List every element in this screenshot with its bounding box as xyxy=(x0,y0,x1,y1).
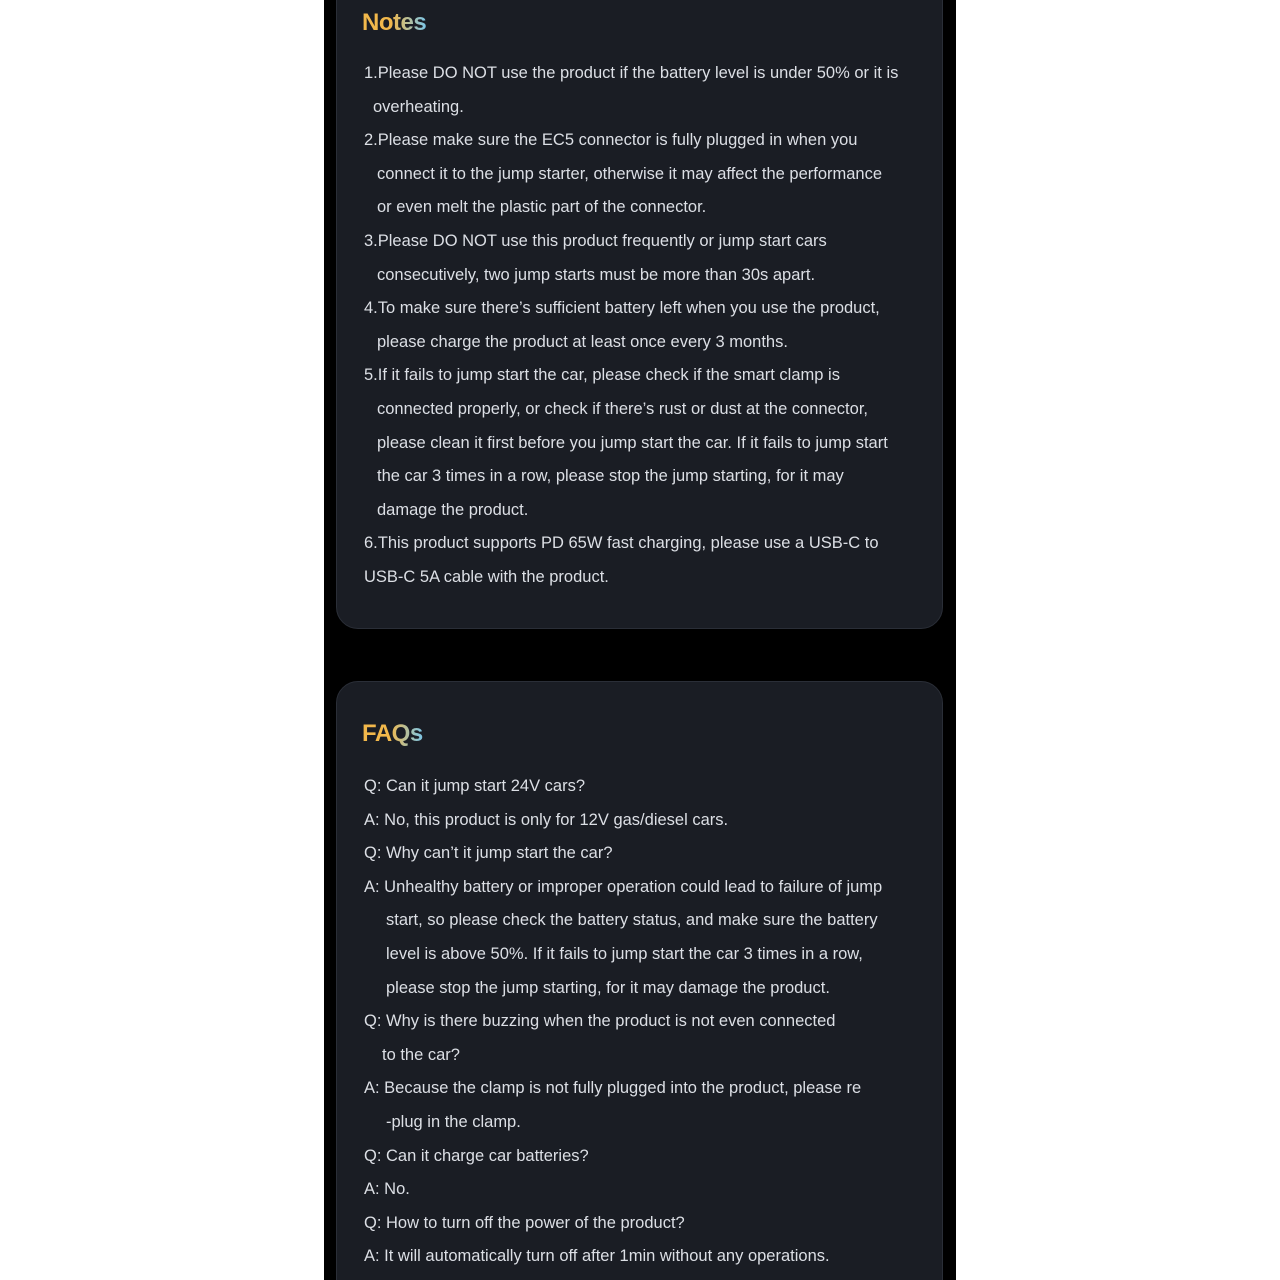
faq-line: -plug in the clamp. xyxy=(386,1112,521,1131)
notes-card xyxy=(336,0,943,629)
notes-title: Notes xyxy=(362,9,427,36)
notes-line: damage the product. xyxy=(377,500,529,519)
faqs-list xyxy=(364,770,934,1274)
faq-line: level is above 50%. If it fails to jump start the car 3 times in a row, xyxy=(386,944,863,963)
faq-line: Q: Why is there buzzing when the product is not even connected xyxy=(364,1012,836,1031)
notes-line: overheating. xyxy=(373,97,464,116)
faq-line: A: Unhealthy battery or improper operation could lead to failure of jump xyxy=(364,877,883,896)
faqs-card xyxy=(336,681,943,1280)
faq-line: Q: Can it jump start 24V cars? xyxy=(364,777,586,795)
faqs-title: FAQs xyxy=(362,720,423,747)
notes-line: connect it to the jump starter, otherwise it may affect the performance xyxy=(377,164,883,183)
faq-line: start, so please check the battery status, and make sure the battery xyxy=(386,911,878,930)
phone-screen xyxy=(324,0,956,1280)
faq-line: A: Because the clamp is not fully plugged into the product, please re xyxy=(364,1079,862,1098)
notes-line: the car 3 times in a row, please stop the jump starting, for it may xyxy=(377,467,844,486)
notes-line: 4.To make sure there’s sufficient battery left when you use the product, xyxy=(364,299,880,318)
notes-line: 2.Please make sure the EC5 connector is fully plugged in when you xyxy=(364,131,858,150)
faq-line: Q: Can it charge car batteries? xyxy=(364,1146,589,1165)
notes-line: 3.Please DO NOT use this product frequently or jump start cars xyxy=(364,231,827,250)
faq-line: A: It will automatically turn off after 1min without any operations. xyxy=(364,1247,830,1266)
notes-line: 1.Please DO NOT use the product if the battery level is under 50% or it is xyxy=(364,64,899,82)
notes-line: connected properly, or check if there’s rust or dust at the connector, xyxy=(377,399,868,418)
notes-line: USB-C 5A cable with the product. xyxy=(364,567,609,586)
faq-line: A: No, this product is only for 12V gas/diesel cars. xyxy=(364,810,729,829)
notes-line: please clean it first before you jump start the car. If it fails to jump start xyxy=(377,433,888,452)
notes-line: please charge the product at least once every 3 months. xyxy=(377,332,788,351)
notes-line: 6.This product supports PD 65W fast charging, please use a USB-C to xyxy=(364,534,879,553)
notes-list xyxy=(364,57,934,595)
notes-line: consecutively, two jump starts must be more than 30s apart. xyxy=(377,265,816,284)
faq-line: to the car? xyxy=(382,1045,460,1064)
faq-line: Q: How to turn off the power of the product? xyxy=(364,1213,685,1232)
notes-line: or even melt the plastic part of the connector. xyxy=(377,198,707,217)
faq-line: Q: Why can’t it jump start the car? xyxy=(364,844,613,863)
faq-line: A: No. xyxy=(364,1180,410,1199)
notes-line: 5.If it fails to jump start the car, please check if the smart clamp is xyxy=(364,366,840,385)
faq-line: please stop the jump starting, for it may damage the product. xyxy=(386,978,830,997)
